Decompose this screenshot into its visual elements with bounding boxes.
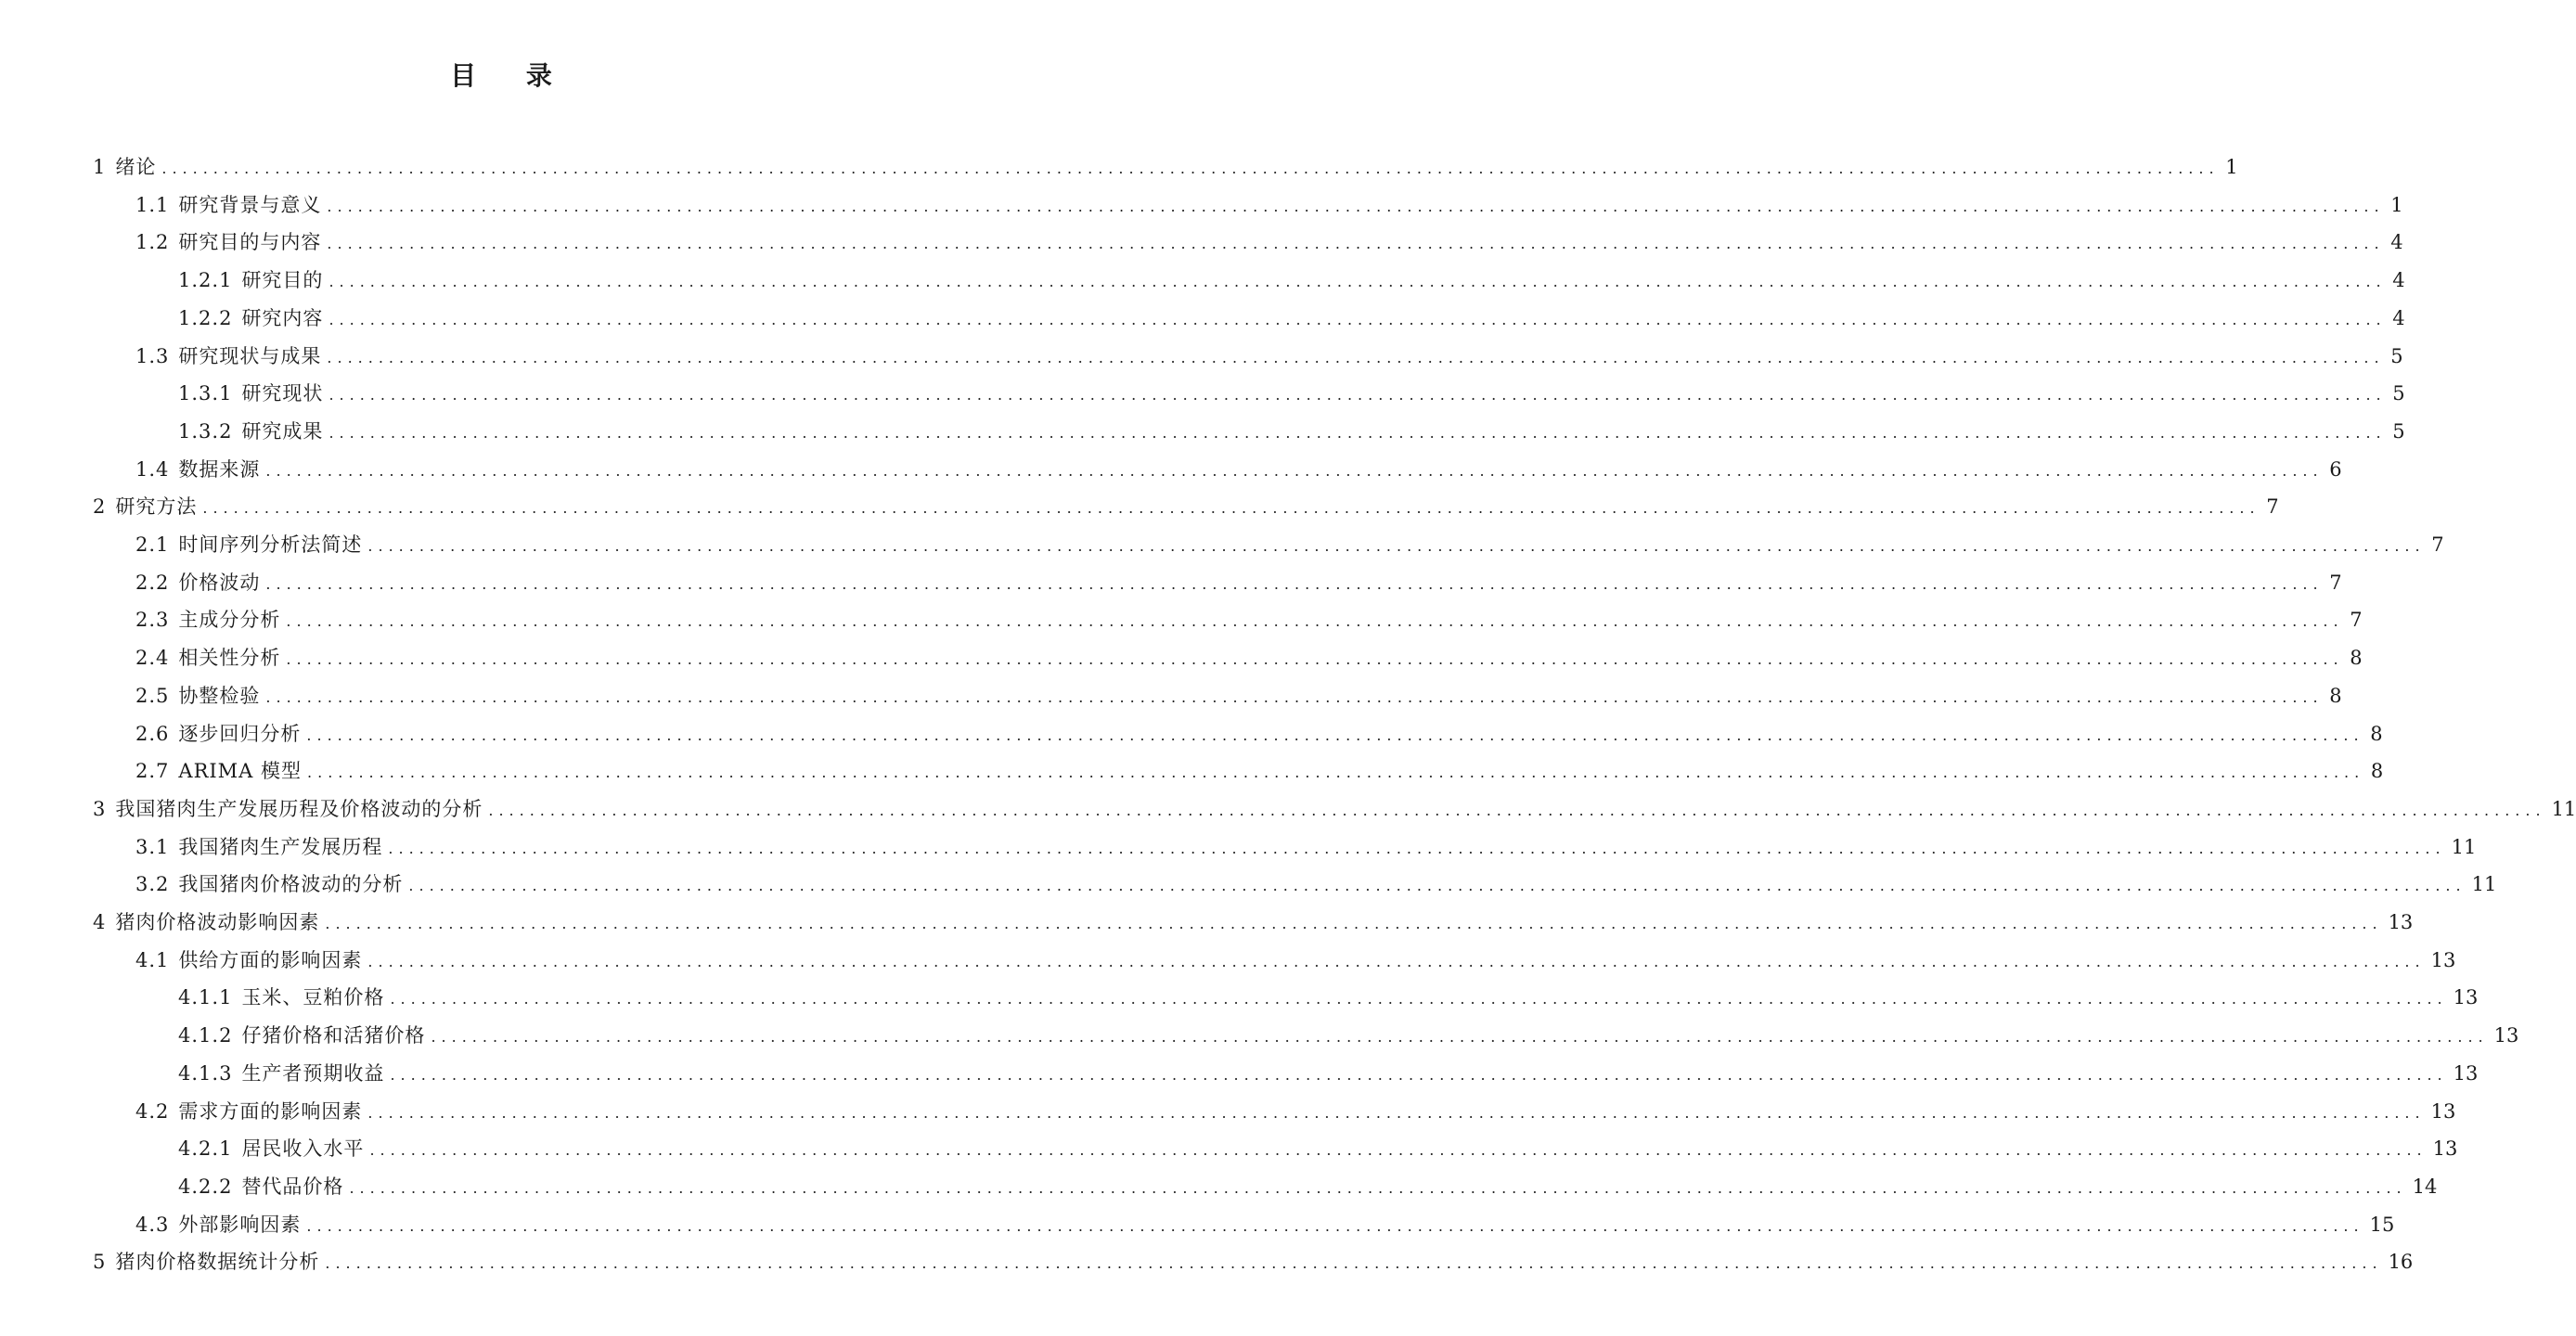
toc-dot-leader: ........................................................................................................................................................................................................ xyxy=(327,197,2385,215)
toc-entry-page-number: 8 xyxy=(2329,684,2342,707)
toc-entry-title: 我国猪肉生产发展历程及价格波动的分析 xyxy=(115,797,483,820)
toc-entry-title: 研究内容 xyxy=(241,306,324,329)
toc-entry-number: 2.5 xyxy=(135,684,170,707)
toc-entry-number: 5 xyxy=(93,1251,107,1274)
toc-dot-leader: ........................................................................................................................................................................................................ xyxy=(488,801,2546,819)
toc-dot-leader: ........................................................................................................................................................................................................ xyxy=(328,273,2387,291)
toc-entry-page-number: 4 xyxy=(2392,269,2405,292)
toc-entry[interactable] xyxy=(135,338,2403,375)
toc-entry[interactable] xyxy=(93,488,2279,525)
toc-entry-number: 1.3.1 xyxy=(178,382,233,405)
toc-entry-number: 1.3 xyxy=(135,344,170,367)
toc-entry-number: 4.2.2 xyxy=(178,1175,233,1198)
toc-entry-page-number: 11 xyxy=(2451,835,2477,858)
toc-entry-page-number: 4 xyxy=(2390,231,2403,254)
toc-dot-leader: ........................................................................................................................................................................................................ xyxy=(328,423,2387,442)
toc-entry-title: 研究现状与成果 xyxy=(178,344,322,367)
toc-entry-number: 4.1 xyxy=(135,948,170,971)
toc-entry[interactable] xyxy=(93,148,2238,186)
toc-entry-title: 供给方面的影响因素 xyxy=(178,948,363,971)
toc-entry-title: 需求方面的影响因素 xyxy=(178,1099,363,1123)
toc-entry[interactable] xyxy=(178,1168,2438,1205)
toc-entry[interactable] xyxy=(135,752,2384,790)
toc-entry-title: 猪肉价格波动影响因素 xyxy=(115,911,320,933)
toc-entry-title: 我国猪肉生产发展历程 xyxy=(178,835,383,858)
toc-dot-leader: ........................................................................................................................................................................................................ xyxy=(265,687,2324,706)
toc-entry-page-number: 13 xyxy=(2430,1099,2456,1123)
toc-entry-number: 3.2 xyxy=(135,873,170,896)
toc-entry[interactable] xyxy=(135,639,2363,676)
toc-entry-number: 4.3 xyxy=(135,1213,170,1236)
toc-dot-leader: ........................................................................................................................................................................................................ xyxy=(367,1103,2426,1122)
toc-dot-leader: ........................................................................................................................................................................................................ xyxy=(349,1178,2407,1197)
toc-entry-title: 逐步回归分析 xyxy=(178,722,302,745)
toc-entry[interactable] xyxy=(135,942,2456,979)
toc-dot-leader: ........................................................................................................................................................................................................ xyxy=(265,574,2324,593)
toc-dot-leader: ........................................................................................................................................................................................................ xyxy=(367,952,2426,970)
toc-entry-page-number: 5 xyxy=(2390,344,2403,367)
toc-entry-number: 4 xyxy=(93,911,107,933)
toc-entry[interactable] xyxy=(135,829,2477,866)
toc-entry-number: 4.2.1 xyxy=(178,1137,233,1161)
toc-dot-leader: ........................................................................................................................................................................................................ xyxy=(328,310,2387,328)
toc-entry-page-number: 7 xyxy=(2266,495,2279,519)
toc-entry[interactable] xyxy=(93,904,2414,941)
toc-entry-title: 仔猪价格和活猪价格 xyxy=(241,1024,426,1047)
toc-entry-title: ARIMA 模型 xyxy=(178,760,303,783)
toc-entry[interactable] xyxy=(135,564,2342,601)
toc-entry-number: 3 xyxy=(93,797,107,820)
toc-entry[interactable] xyxy=(178,979,2479,1016)
toc-entry-page-number: 7 xyxy=(2431,533,2444,556)
toc-entry-page-number: 15 xyxy=(2369,1213,2395,1236)
toc-entry[interactable] xyxy=(135,186,2403,224)
toc-title: 目 录 xyxy=(450,60,573,91)
toc-entry-page-number: 8 xyxy=(2370,722,2383,745)
toc-entry-title: 生产者预期收益 xyxy=(241,1061,385,1085)
toc-entry[interactable] xyxy=(135,1206,2395,1243)
toc-entry-title: 绪论 xyxy=(115,156,157,178)
toc-dot-leader: ........................................................................................................................................................................................................ xyxy=(327,348,2385,366)
toc-dot-leader: ........................................................................................................................................................................................................ xyxy=(408,877,2467,895)
toc-entry-number: 1.2 xyxy=(135,231,170,254)
toc-entry[interactable] xyxy=(135,451,2342,488)
toc-entry-title: 研究目的 xyxy=(241,269,324,292)
toc-entry-number: 1.3.2 xyxy=(178,419,233,443)
toc-entry[interactable] xyxy=(178,1055,2479,1092)
toc-entry-page-number: 13 xyxy=(2388,911,2414,933)
toc-entry-page-number: 13 xyxy=(2432,1137,2458,1161)
toc-entry-number: 1.4 xyxy=(135,457,170,481)
toc-entry-page-number: 14 xyxy=(2412,1175,2438,1198)
toc-dot-leader: ........................................................................................................................................................................................................ xyxy=(431,1028,2489,1047)
toc-entry-number: 2.6 xyxy=(135,722,170,745)
toc-dot-leader: ........................................................................................................................................................................................................ xyxy=(327,235,2385,253)
toc-entry-title: 主成分分析 xyxy=(178,609,281,632)
toc-entry[interactable] xyxy=(135,715,2383,752)
toc-dot-leader: ........................................................................................................................................................................................................ xyxy=(286,650,2344,669)
toc-dot-leader: ........................................................................................................................................................................................................ xyxy=(306,1216,2364,1235)
toc-dot-leader: ........................................................................................................................................................................................................ xyxy=(369,1141,2428,1160)
toc-entry[interactable] xyxy=(135,224,2403,261)
toc-entry[interactable] xyxy=(178,262,2405,299)
toc-entry-number: 2 xyxy=(93,495,107,519)
toc-entry-number: 4.1.2 xyxy=(178,1024,233,1047)
toc-dot-leader: ........................................................................................................................................................................................................ xyxy=(325,1254,2383,1273)
toc-entry-page-number: 16 xyxy=(2388,1251,2414,1274)
toc-entry-title: 研究现状 xyxy=(241,382,324,405)
toc-dot-leader: ........................................................................................................................................................................................................ xyxy=(161,160,2220,177)
toc-entry-title: 外部影响因素 xyxy=(178,1213,302,1236)
toc-dot-leader: ........................................................................................................................................................................................................ xyxy=(390,990,2448,1008)
toc-entry-title: 我国猪肉价格波动的分析 xyxy=(178,873,404,896)
toc-entry-page-number: 13 xyxy=(2453,986,2479,1009)
toc-entry-number: 1.2.2 xyxy=(178,306,233,329)
toc-entry-page-number: 5 xyxy=(2392,382,2405,405)
toc-entry-page-number: 13 xyxy=(2453,1061,2479,1085)
toc-entry-number: 3.1 xyxy=(135,835,170,858)
toc-entry-number: 2.1 xyxy=(135,533,170,556)
toc-entry-page-number: 8 xyxy=(2370,760,2384,783)
toc-entry[interactable] xyxy=(178,300,2405,337)
toc-entry-title: 居民收入水平 xyxy=(241,1137,365,1161)
toc-entry[interactable] xyxy=(178,375,2405,412)
toc-entry-title: 价格波动 xyxy=(178,571,261,594)
toc-entry-page-number: 6 xyxy=(2329,457,2342,481)
toc-entry[interactable] xyxy=(135,866,2497,903)
toc-entry-number: 2.2 xyxy=(135,571,170,594)
toc-entry-page-number: 8 xyxy=(2350,647,2363,670)
toc-entry-title: 数据来源 xyxy=(178,457,261,481)
toc-entry-page-number: 13 xyxy=(2493,1024,2519,1047)
toc-entry[interactable] xyxy=(135,601,2363,638)
toc-entry-title: 协整检验 xyxy=(178,684,261,707)
toc-dot-leader: ........................................................................................................................................................................................................ xyxy=(367,537,2426,555)
toc-entry-title: 研究目的与内容 xyxy=(178,231,322,254)
toc-dot-leader: ........................................................................................................................................................................................................ xyxy=(388,839,2446,857)
toc-entry-page-number: 7 xyxy=(2350,609,2363,632)
toc-entry-number: 2.7 xyxy=(135,760,170,783)
toc-entry[interactable] xyxy=(178,413,2405,450)
toc-entry-number: 4.1.3 xyxy=(178,1061,233,1085)
toc-entry-number: 2.3 xyxy=(135,609,170,632)
toc-entry-title: 猪肉价格数据统计分析 xyxy=(115,1251,320,1274)
toc-entry-page-number: 7 xyxy=(2329,571,2342,594)
toc-entry[interactable] xyxy=(135,677,2342,714)
toc-dot-leader: ........................................................................................................................................................................................................ xyxy=(307,764,2365,782)
toc-entry-page-number: 13 xyxy=(2430,948,2456,971)
toc-dot-leader: ........................................................................................................................................................................................................ xyxy=(325,915,2383,932)
toc-entry-title: 时间序列分析法简述 xyxy=(178,533,363,556)
toc-entry-number: 1 xyxy=(93,156,107,178)
toc-entry-title: 研究背景与意义 xyxy=(178,193,322,216)
toc-entry[interactable] xyxy=(93,1243,2414,1280)
toc-entry-title: 玉米、豆粕价格 xyxy=(241,986,385,1009)
toc-dot-leader: ........................................................................................................................................................................................................ xyxy=(286,612,2344,631)
toc-entry-page-number: 4 xyxy=(2392,306,2405,329)
toc-dot-leader: ........................................................................................................................................................................................................ xyxy=(390,1065,2448,1084)
toc-entry[interactable] xyxy=(178,1130,2458,1167)
toc-entry[interactable] xyxy=(135,526,2444,563)
toc-entry-number: 1.1 xyxy=(135,193,170,216)
toc-entry-title: 研究成果 xyxy=(241,419,324,443)
toc-dot-leader: ........................................................................................................................................................................................................ xyxy=(202,499,2260,518)
toc-dot-leader: ........................................................................................................................................................................................................ xyxy=(328,386,2387,405)
toc-entry[interactable] xyxy=(178,1017,2519,1054)
toc-entry-title: 研究方法 xyxy=(115,495,198,519)
toc-entry-page-number: 1 xyxy=(2225,156,2238,178)
toc-entry-number: 1.2.1 xyxy=(178,269,233,292)
toc-entry[interactable] xyxy=(93,790,2576,828)
toc-entry-page-number: 1 xyxy=(2390,193,2403,216)
toc-entry-title: 替代品价格 xyxy=(241,1175,344,1198)
toc-entry-number: 4.1.1 xyxy=(178,986,233,1009)
toc-entry-page-number: 11 xyxy=(2551,797,2576,820)
toc-entry-title: 相关性分析 xyxy=(178,647,281,670)
toc-dot-leader: ........................................................................................................................................................................................................ xyxy=(265,461,2324,480)
toc-entry-page-number: 11 xyxy=(2471,873,2497,896)
toc-entry-number: 4.2 xyxy=(135,1099,170,1123)
toc-dot-leader: ........................................................................................................................................................................................................ xyxy=(306,726,2364,744)
toc-entry[interactable] xyxy=(135,1093,2456,1130)
toc-entry-page-number: 5 xyxy=(2392,419,2405,443)
toc-entry-number: 2.4 xyxy=(135,647,170,670)
